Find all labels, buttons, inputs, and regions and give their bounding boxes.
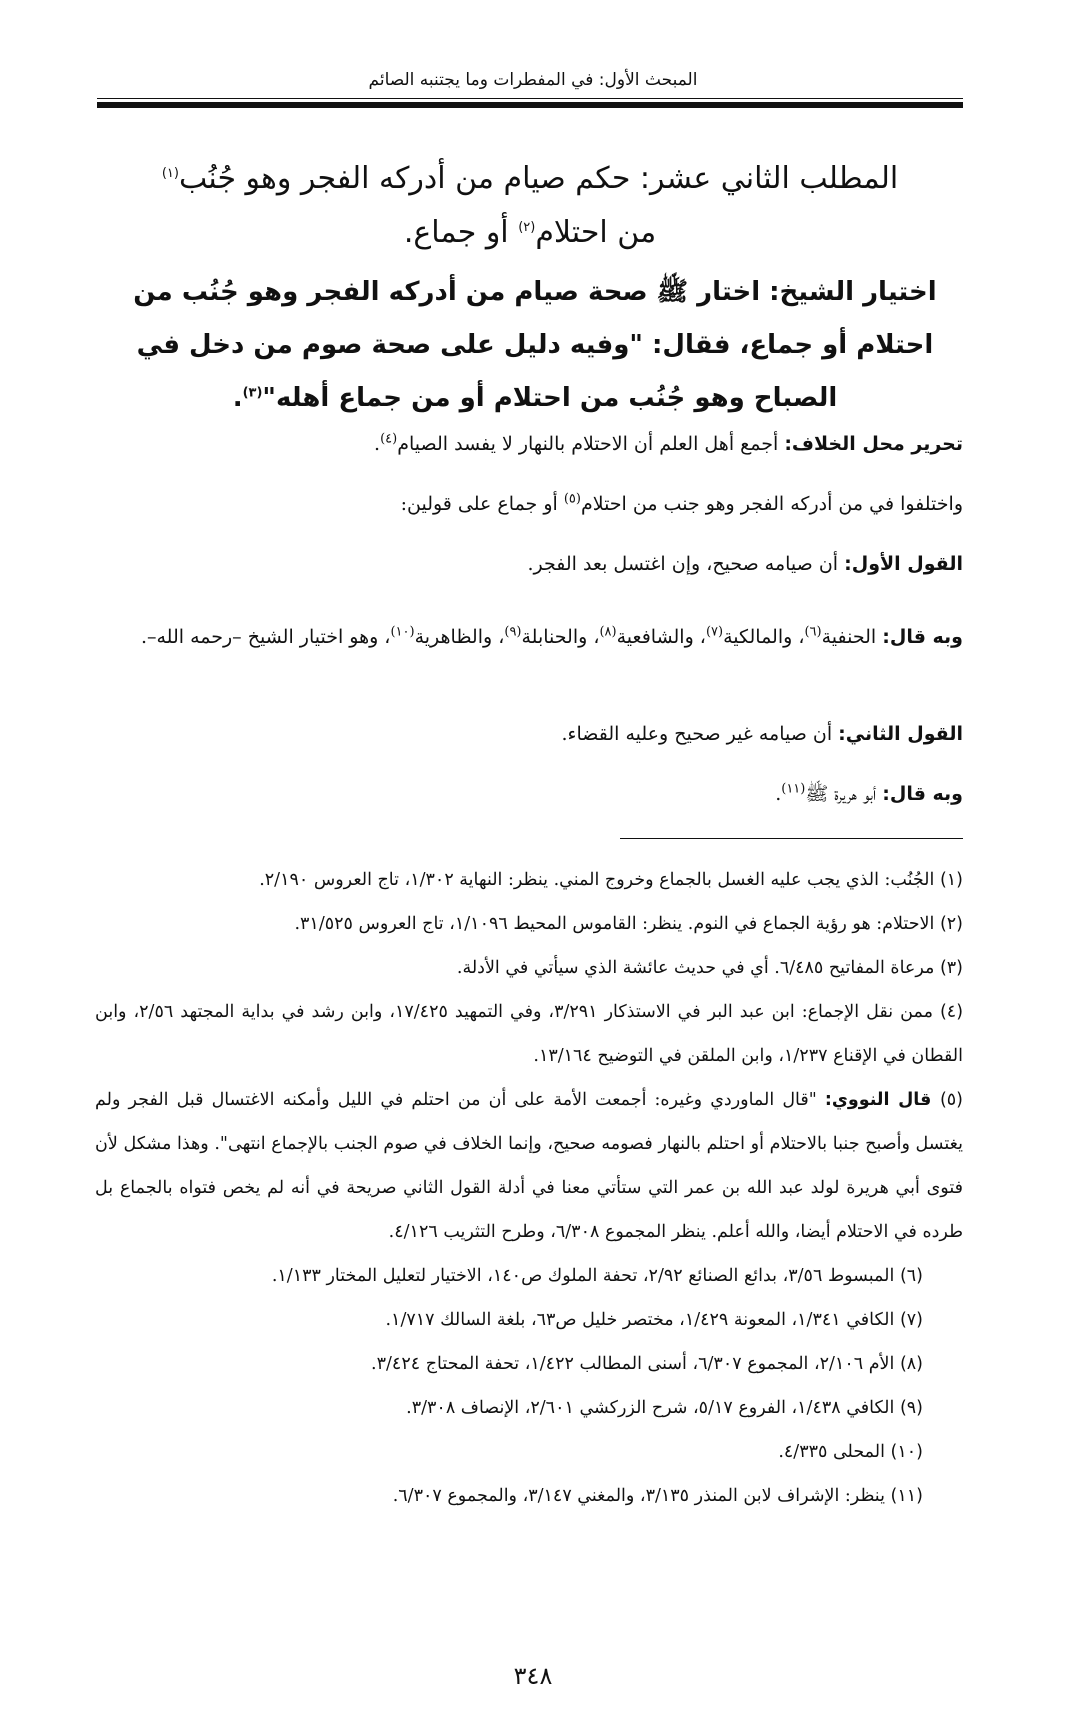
footnote [95,1298,963,1342]
footnote [95,946,963,990]
choice-text: اختار ﷺ صحة صيام من أدركه الفجر وهو جُنُب من احتلام أو جماع، فقال: "وفيه دليل على صحة صوم من دخل في الصباح وهو جُنُب من احتلام أو من جماع أهله" [133,277,934,413]
footnote-ref[interactable]: (١١) [781,781,806,797]
header-rule-thick [97,102,963,108]
paragraph-text: أن صيامه صحيح، وإن اغتسل بعد الفجر. [527,553,845,575]
choice-end: . [232,383,243,413]
paragraph-first-opinion-holders [95,608,963,666]
paragraph-end: . [374,433,381,455]
paragraph-text: ، وهو اختيار الشيخ –رحمه الله–. [140,626,391,648]
section-title-text: المطلب الثاني عشر: حكم صيام من أدركه الفجر وهو جُنُب [178,161,899,196]
paragraph-text: الحنفية [821,626,883,648]
section-title-mid: من احتلام [535,215,657,250]
footnote [95,990,963,1078]
footnote-ref[interactable]: (٨) [599,624,617,640]
footnote-text: "قال الماوردي وغيره: أجمعت الأمة على أن من احتلم في الليل وأمكنه الاغتسال قبل الفجر ولم يغتسل وأصبح جنبا بالاحتلام أو احتلم بالنهار فصومه صحيح، وإنما الخلاف في صوم الجنب بالإجماع انتهى". وهذا مشكل لأن فتوى أبي هريرة لولد عبد الله بن عمر التي ستأتي معنا في أدلة القول الثاني صريحة في أنه لم يخص فتواه بالجماع بل طرده في الاحتلام أيضا، والله أعلم. ينظر المجموع ٦/٣٠٨، وطرح التثريب ٤/١٢٦. [95,1090,963,1242]
paragraph-text: أجمع أهل العلم أن الاحتلام بالنهار لا يفسد الصيام [397,433,785,455]
footnote-ref[interactable]: (٥) [563,491,581,507]
paragraph-text: أن صيامه غير صحيح وعليه القضاء. [561,723,839,745]
footnote-text: الجُنُب: الذي يجب عليه الغسل بالجماع وخروج المني. ينظر: النهاية ١/٣٠٢، تاج العروس ٢/١٩٠. [259,870,940,890]
footnote-text: الكافي ١/٣٤١، المعونة ١/٤٢٩، مختصر خليل ص٦٣، بلغة السالك ١/٧١٧. [385,1310,900,1330]
paragraph-end: أو جماع على قولين: [400,493,564,515]
footnote [95,1386,963,1430]
footnote-number: (١) [939,870,963,890]
footnote-number: (٣) [939,958,963,978]
paragraph-end: . [775,783,782,805]
paragraph-second-opinion [95,718,963,750]
section-title-end: أو جماع. [403,215,519,250]
paragraph-disagreement [95,488,963,520]
footnote-text: الكافي ١/٤٣٨، الفروع ٥/١٧، شرح الزركشي ٢/٦٠١، الإنصاف ٣/٣٠٨. [406,1398,900,1418]
footnote-text: ينظر: الإشراف لابن المنذر ٣/١٣٥، والمغني ٣/١٤٧، والمجموع ٦/٣٠٧. [392,1486,891,1506]
footnote-lead: قال النووي: [824,1090,940,1110]
footnote-ref[interactable]: (٧) [705,624,724,640]
header-rule-thin [97,98,963,99]
footnote-number: (١٠) [890,1442,923,1462]
footnote-text: الاحتلام: هو رؤية الجماع في النوم. ينظر: القاموس المحيط ١/١٠٩٦، تاج العروس ٣١/٥٢٥. [294,914,940,934]
footnote-text: المبسوط ٣/٥٦، بدائع الصنائع ٢/٩٢، تحفة الملوك ص١٤٠، الاختيار لتعليل المختار ١/١٣٣. [271,1266,900,1286]
paragraph-dispute [95,428,963,460]
paragraph-text: ، والشافعية [616,626,706,648]
footnote-ref[interactable]: (٦) [804,624,822,640]
footnote [95,1430,963,1474]
footnote-text: المحلى ٤/٣٣٥. [778,1442,891,1462]
section-title [140,152,920,260]
paragraph-text: ، والحنابلة [521,626,600,648]
footnotes [95,858,963,1518]
footnote-ref[interactable]: (٣) [242,385,263,401]
footnote-separator [620,838,963,839]
paragraph-lead: تحرير محل الخلاف: [784,433,963,455]
footnote-ref[interactable]: (٤) [380,431,398,447]
paragraph-text: ، والمالكية [723,626,805,648]
footnote [95,1254,963,1298]
footnote-number: (٤) [939,1002,964,1022]
choice-lead: اختيار الشيخ: [769,277,937,307]
footnote-number: (٨) [899,1354,923,1374]
paragraph-first-opinion [95,548,963,580]
footnote-number: (٥) [939,1090,963,1110]
paragraph-lead: وبه قال: [882,626,963,648]
footnote [95,902,963,946]
footnote-number: (٧) [899,1310,923,1330]
footnote-text: ممن نقل الإجماع: ابن عبد البر في الاستذكار ٣/٢٩١، وفي التمهيد ١٧/٤٢٥، وابن رشد في بداية المجتهد ٢/٥٦، وابن القطان في الإقناع ١/٢٣٧، وابن الملقن في التوضيح ١٣/١٦٤. [95,1002,963,1066]
footnote-number: (٩) [899,1398,923,1418]
paragraph-lead: وبه قال: [882,783,963,805]
footnote [95,1078,963,1254]
footnote-text: الأم ٢/١٠٦، المجموع ٦/٣٠٧، أسنى المطالب ١/٤٢٢، تحفة المحتاج ٣/٤٢٤. [371,1354,900,1374]
footnote-ref[interactable]: (١٠) [390,624,415,640]
footnote-text: مرعاة المفاتيح ٦/٤٨٥. أي في حديث عائشة الذي سيأتي في الأدلة. [456,958,940,978]
paragraph-lead: القول الأول: [844,553,963,575]
footnote [95,1342,963,1386]
paragraph-text: ، والظاهرية [414,626,505,648]
paragraph-text: أبو هريرة ﷺ [805,783,883,805]
running-head: المبحث الأول: في المفطرات وما يجتنبه الصائم [368,70,698,90]
page-number: ٣٤٨ [513,1662,553,1690]
footnote-number: (١١) [890,1486,923,1506]
paragraph-lead: القول الثاني: [838,723,963,745]
footnote [95,1474,963,1518]
paragraph-second-opinion-holders [95,778,963,810]
footnote-ref[interactable]: (٢) [518,220,536,235]
footnote-ref[interactable]: (٩) [504,624,522,640]
footnote [95,858,963,902]
sheikh-choice [110,266,960,425]
footnote-number: (٢) [939,914,963,934]
footnote-ref[interactable]: (١) [161,166,179,181]
paragraph-text: واختلفوا في من أدركه الفجر وهو جنب من احتلام [580,493,963,515]
footnote-number: (٦) [899,1266,923,1286]
